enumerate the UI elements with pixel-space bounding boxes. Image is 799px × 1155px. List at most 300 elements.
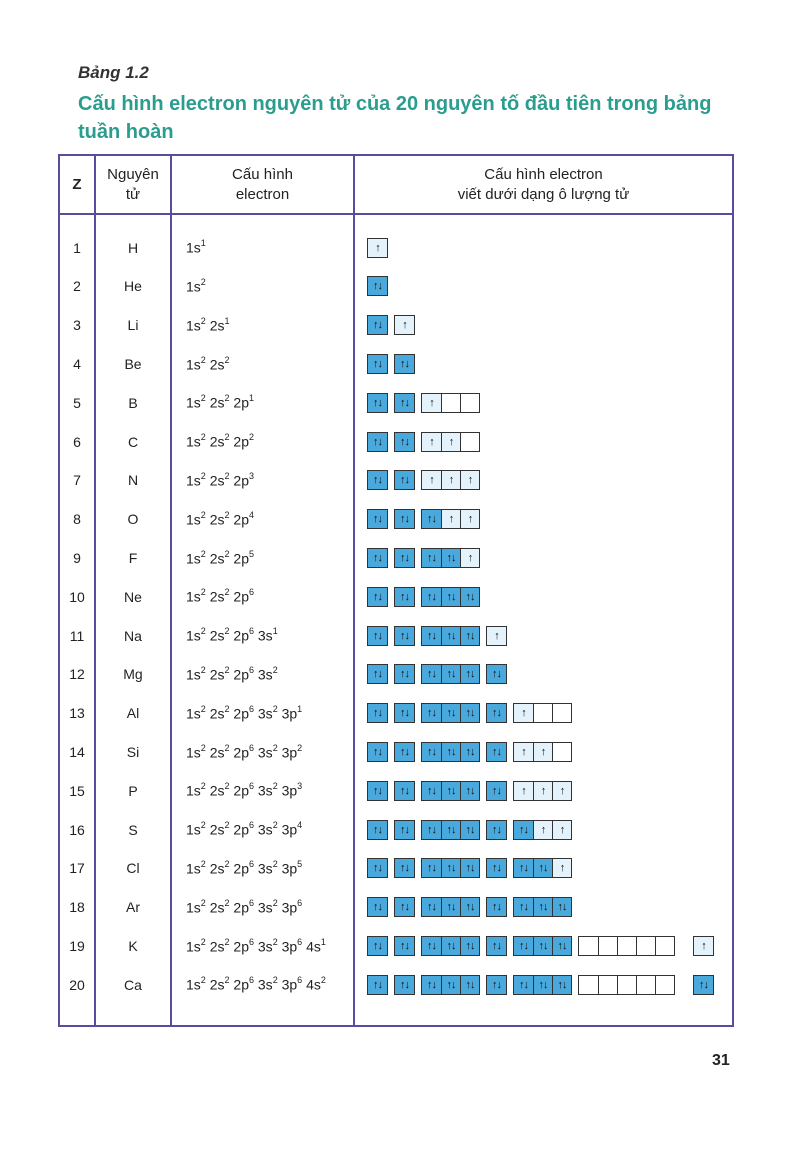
subshell-term: $2p^6$ [233,858,254,877]
paired-electron-box: ↑↓ [487,821,506,839]
header-config-line1: Cấu hình [232,165,293,183]
subshell-term: $2p^6$ [233,781,254,800]
empty-orbital-box [617,937,636,955]
single-electron-box: ↑ [533,782,552,800]
empty-orbital-box [579,976,598,994]
paired-electron-box: ↑↓ [368,433,387,451]
subshell-box-group [421,858,480,878]
subshell-box-group [394,820,415,840]
paired-electron-box: ↑↓ [460,859,479,877]
subshell-term: $1s^2$ [186,820,206,838]
header-element-line2: tử [125,185,141,203]
paired-electron-box: ↑↓ [422,549,441,567]
table-row [60,771,732,810]
paired-electron-box: ↑↓ [395,627,414,645]
subshell-term: $3p^5$ [281,858,303,877]
electron-config [186,422,351,461]
paired-electron-box: ↑↓ [422,821,441,839]
paired-electron-box: ↑↓ [487,976,506,994]
atomic-number: 12 [69,666,85,683]
paired-electron-box: ↑↓ [460,588,479,606]
subshell-box-group [486,781,507,801]
subshell-box-group [421,703,480,723]
paired-electron-box: ↑↓ [533,859,552,877]
subshell-term: $2s^1$ [209,315,230,334]
atomic-number: 16 [69,821,85,838]
subshell-box-group [578,936,675,956]
table-row [60,810,732,849]
subshell-box-group [394,548,415,568]
paired-electron-box: ↑↓ [395,510,414,528]
atomic-number: 9 [73,549,81,566]
single-electron-box: ↑ [552,859,571,877]
subshell-box-group [367,587,388,607]
paired-electron-box: ↑↓ [395,859,414,877]
subshell-term: $3p^6$ [281,936,303,955]
paired-electron-box: ↑↓ [422,859,441,877]
orbital-diagram [367,616,733,655]
table-row [60,422,732,461]
subshell-box-group [394,393,415,413]
subshell-term: $1s^2$ [186,432,206,450]
orbital-diagram [367,888,733,927]
subshell-box-group [486,975,507,995]
subshell-term: $1s^2$ [186,975,206,994]
element-symbol: S [128,821,138,838]
paired-electron-box: ↑↓ [368,859,387,877]
subshell-term: $3s^2$ [257,975,278,994]
subshell-box-group [394,742,415,762]
subshell-box-group [394,664,415,684]
subshell-term: $2s^2$ [209,781,230,800]
subshell-term: $3p^6$ [281,975,303,994]
subshell-box-group [367,626,388,646]
table-row [60,888,732,927]
paired-electron-box: ↑↓ [533,937,552,955]
subshell-term: $3p^2$ [281,742,303,761]
atomic-number: 8 [73,511,81,528]
subshell-term: $3s^2$ [257,781,278,800]
header-config [172,156,353,213]
subshell-term: $1s^2$ [186,936,206,955]
subshell-term: $2s^2$ [209,742,230,761]
subshell-term: $1s^2$ [186,276,206,295]
single-electron-box: ↑ [514,704,533,722]
paired-electron-box: ↑↓ [514,821,533,839]
paired-electron-box: ↑↓ [395,549,414,567]
electron-config [186,577,351,616]
paired-electron-box: ↑↓ [368,743,387,761]
paired-electron-box: ↑↓ [441,859,460,877]
header-orbital [355,156,732,213]
subshell-box-group [513,897,572,917]
paired-electron-box: ↑↓ [395,704,414,722]
subshell-term: $2s^2$ [209,470,230,489]
paired-electron-box: ↑↓ [441,976,460,994]
orbital-diagram [367,344,733,383]
atomic-number: 4 [73,355,81,372]
subshell-term: $1s^2$ [186,315,206,334]
electron-config [186,616,351,655]
paired-electron-box: ↑↓ [487,782,506,800]
paired-electron-box: ↑↓ [694,976,713,994]
table-row [60,655,732,694]
subshell-box-group [421,820,480,840]
orbital-diagram [367,771,733,810]
subshell-term: $2p^1$ [233,393,254,412]
orbital-diagram [367,267,733,306]
table-row [60,500,732,539]
paired-electron-box: ↑↓ [533,898,552,916]
header-element-line1: Nguyên [107,165,159,183]
subshell-box-group [421,470,480,490]
empty-orbital-box [655,976,674,994]
subshell-term: $3s^2$ [257,703,278,722]
single-electron-box: ↑ [552,782,571,800]
table-row [60,732,732,771]
element-symbol: Cl [126,860,140,877]
subshell-box-group [394,703,415,723]
subshell-box-group [513,781,572,801]
element-symbol: Ne [124,588,142,605]
atomic-number: 5 [73,394,81,411]
subshell-term: $2p^6$ [233,664,254,683]
empty-orbital-box [579,937,598,955]
subshell-term: $2s^2$ [209,354,230,373]
subshell-box-group [421,587,480,607]
element-symbol: F [128,549,138,566]
subshell-term: $3s^2$ [257,936,278,955]
element-symbol: Ca [124,976,142,993]
electron-config [186,538,351,577]
single-electron-box: ↑ [368,239,387,257]
subshell-term: $2s^2$ [209,548,230,567]
table-row [60,538,732,577]
subshell-box-group [421,432,480,452]
subshell-term: $1s^2$ [186,509,206,528]
subshell-term: $2s^2$ [209,626,230,644]
paired-electron-box: ↑↓ [460,898,479,916]
paired-electron-box: ↑↓ [460,665,479,683]
subshell-box-group [513,703,572,723]
paired-electron-box: ↑↓ [533,976,552,994]
single-electron-box: ↑ [487,627,506,645]
atomic-number: 6 [73,433,81,450]
orbital-diagram [367,732,733,771]
subshell-term: $4s^1$ [306,936,326,955]
subshell-box-group [394,781,415,801]
empty-orbital-box [552,704,571,722]
element-symbol: P [128,782,138,799]
subshell-term: $4s^2$ [306,975,326,994]
paired-electron-box: ↑↓ [487,743,506,761]
subshell-box-group [394,626,415,646]
single-electron-box: ↑ [441,510,460,528]
subshell-term: $3p^6$ [281,897,303,916]
orbital-diagram [367,306,733,345]
subshell-box-group [367,975,388,995]
table-row [60,461,732,500]
subshell-term: $1s^2$ [186,742,206,761]
table-label: Bảng 1.2 [78,63,149,82]
paired-electron-box: ↑↓ [395,976,414,994]
paired-electron-box: ↑↓ [441,704,460,722]
subshell-term: $2p^6$ [233,820,254,838]
subshell-term: $1s^2$ [186,587,206,606]
empty-orbital-box [598,937,617,955]
electron-config [186,500,351,539]
orbital-diagram [367,926,733,965]
paired-electron-box: ↑↓ [422,976,441,994]
subshell-term: $3s^2$ [257,820,278,838]
single-electron-box: ↑ [460,510,479,528]
orbital-diagram [367,655,733,694]
paired-electron-box: ↑↓ [487,937,506,955]
atomic-number: 1 [73,239,81,256]
subshell-box-group [513,820,572,840]
paired-electron-box: ↑↓ [395,782,414,800]
subshell-box-group [367,509,388,529]
orbital-diagram [367,810,733,849]
page-number: 31 [712,1052,730,1069]
subshell-box-group [486,897,507,917]
element-symbol: Si [126,743,140,760]
subshell-term: $2s^2$ [209,703,230,722]
subshell-box-group [421,393,480,413]
paired-electron-box: ↑↓ [395,355,414,373]
subshell-term: $2p^6$ [233,626,254,644]
single-electron-box: ↑ [533,743,552,761]
paired-electron-box: ↑↓ [422,588,441,606]
table-row [60,344,732,383]
subshell-box-group [421,509,480,529]
subshell-term: $2s^2$ [209,664,230,683]
paired-electron-box: ↑↓ [460,821,479,839]
atomic-number: 3 [73,317,81,334]
subshell-box-group [394,975,415,995]
electron-config [186,888,351,927]
subshell-term: $2p^6$ [233,587,254,606]
paired-electron-box: ↑↓ [460,627,479,645]
paired-electron-box: ↑↓ [441,937,460,955]
subshell-box-group [367,548,388,568]
subshell-term: $1s^2$ [186,548,206,567]
electron-config [186,228,351,267]
paired-electron-box: ↑↓ [441,549,460,567]
electron-config [186,732,351,771]
element-symbol: Na [124,627,142,644]
subshell-term: $2s^2$ [209,858,230,877]
subshell-box-group [367,470,388,490]
paired-electron-box: ↑↓ [422,510,441,528]
subshell-box-group [421,664,480,684]
orbital-diagram [367,228,733,267]
subshell-box-group [486,858,507,878]
paired-electron-box: ↑↓ [460,937,479,955]
table-row [60,965,732,1004]
orbital-diagram [367,965,733,1004]
atomic-number: 14 [69,743,85,760]
paired-electron-box: ↑↓ [368,277,387,295]
paired-electron-box: ↑↓ [460,704,479,722]
electron-config [186,849,351,888]
subshell-term: $3p^4$ [281,820,303,838]
subshell-term: $2s^2$ [209,587,230,606]
single-electron-box: ↑ [422,433,441,451]
paired-electron-box: ↑↓ [422,937,441,955]
paired-electron-box: ↑↓ [395,898,414,916]
subshell-box-group [367,315,388,335]
subshell-box-group [367,897,388,917]
empty-orbital-box [617,976,636,994]
subshell-box-group [486,742,507,762]
paired-electron-box: ↑↓ [368,782,387,800]
paired-electron-box: ↑↓ [368,821,387,839]
subshell-term: $3p^3$ [281,781,303,800]
electron-config [186,655,351,694]
paired-electron-box: ↑↓ [368,471,387,489]
paired-electron-box: ↑↓ [395,394,414,412]
atomic-number: 7 [73,472,81,489]
paired-electron-box: ↑↓ [395,433,414,451]
paired-electron-box: ↑↓ [422,743,441,761]
paired-electron-box: ↑↓ [487,704,506,722]
paired-electron-box: ↑↓ [514,859,533,877]
paired-electron-box: ↑↓ [368,898,387,916]
paired-electron-box: ↑↓ [441,821,460,839]
table-row [60,616,732,655]
subshell-term: $2s^2$ [209,393,230,412]
electron-config [186,306,351,345]
single-electron-box: ↑ [422,471,441,489]
element-symbol: O [127,511,139,528]
paired-electron-box: ↑↓ [441,588,460,606]
subshell-box-group [693,975,714,995]
subshell-box-group [513,858,572,878]
electron-config-table [58,154,734,1027]
subshell-box-group [421,975,480,995]
table-row [60,383,732,422]
subshell-term: $3s^2$ [257,664,278,683]
paired-electron-box: ↑↓ [422,898,441,916]
subshell-box-group [394,354,415,374]
orbital-diagram [367,500,733,539]
subshell-box-group [367,820,388,840]
table-row [60,926,732,965]
paired-electron-box: ↑↓ [460,782,479,800]
paired-electron-box: ↑↓ [514,976,533,994]
single-electron-box: ↑ [441,433,460,451]
subshell-box-group [367,664,388,684]
subshell-box-group [513,975,572,995]
paired-electron-box: ↑↓ [460,976,479,994]
paired-electron-box: ↑↓ [514,898,533,916]
electron-config [186,810,351,849]
subshell-term: $2s^2$ [209,432,230,450]
electron-config [186,383,351,422]
subshell-term: $2p^2$ [233,432,254,450]
single-electron-box: ↑ [514,743,533,761]
element-symbol: H [127,239,139,256]
single-electron-box: ↑ [441,471,460,489]
table-row [60,267,732,306]
subshell-box-group [367,276,388,296]
subshell-box-group [421,781,480,801]
paired-electron-box: ↑↓ [487,665,506,683]
empty-orbital-box [598,976,617,994]
element-symbol: K [128,937,138,954]
orbital-diagram [367,849,733,888]
subshell-box-group [486,703,507,723]
header-element [96,156,170,213]
subshell-box-group [578,975,675,995]
element-symbol: Al [126,705,140,722]
subshell-term: $3s^2$ [257,858,278,877]
subshell-term: $3s^2$ [257,897,278,916]
single-electron-box: ↑ [533,821,552,839]
subshell-term: $2p^6$ [233,742,254,761]
subshell-box-group [367,393,388,413]
subshell-term: $3p^1$ [281,703,303,722]
atomic-number: 11 [69,627,85,644]
electron-config [186,694,351,733]
single-electron-box: ↑ [552,821,571,839]
paired-electron-box: ↑↓ [395,588,414,606]
paired-electron-box: ↑↓ [368,937,387,955]
subshell-term: $1s^2$ [186,354,206,373]
paired-electron-box: ↑↓ [368,510,387,528]
paired-electron-box: ↑↓ [487,859,506,877]
element-symbol: He [124,278,142,295]
paired-electron-box: ↑↓ [395,471,414,489]
subshell-term: $1s^2$ [186,393,206,412]
element-symbol: Mg [123,666,143,683]
paired-electron-box: ↑↓ [552,937,571,955]
single-electron-box: ↑ [694,937,713,955]
subshell-term: $2p^3$ [233,470,254,489]
subshell-box-group [486,820,507,840]
paired-electron-box: ↑↓ [395,743,414,761]
subshell-term: $2p^6$ [233,936,254,955]
header-z-label: Z [72,175,82,193]
electron-config [186,965,351,1004]
empty-orbital-box [636,937,655,955]
table-row [60,228,732,267]
subshell-term: $3s^1$ [257,626,278,644]
atomic-number: 15 [69,782,85,799]
empty-orbital-box [533,704,552,722]
subshell-term: $1s^1$ [186,238,206,256]
subshell-box-group [421,548,480,568]
subshell-term: $2s^2$ [209,897,230,916]
subshell-box-group [513,742,572,762]
subshell-box-group [394,897,415,917]
subshell-term: $3s^2$ [257,742,278,761]
paired-electron-box: ↑↓ [368,355,387,373]
element-symbol: B [128,394,138,411]
electron-config [186,267,351,306]
subshell-term: $1s^2$ [186,781,206,800]
table-title: Cấu hình electron nguyên tử của 20 nguyên tố đầu tiên trong bảng tuần hoàn [78,93,712,143]
table-row [60,694,732,733]
subshell-box-group [367,742,388,762]
atomic-number: 2 [73,278,81,295]
paired-electron-box: ↑↓ [368,627,387,645]
subshell-box-group [394,315,415,335]
paired-electron-box: ↑↓ [422,665,441,683]
single-electron-box: ↑ [460,549,479,567]
table-row [60,306,732,345]
